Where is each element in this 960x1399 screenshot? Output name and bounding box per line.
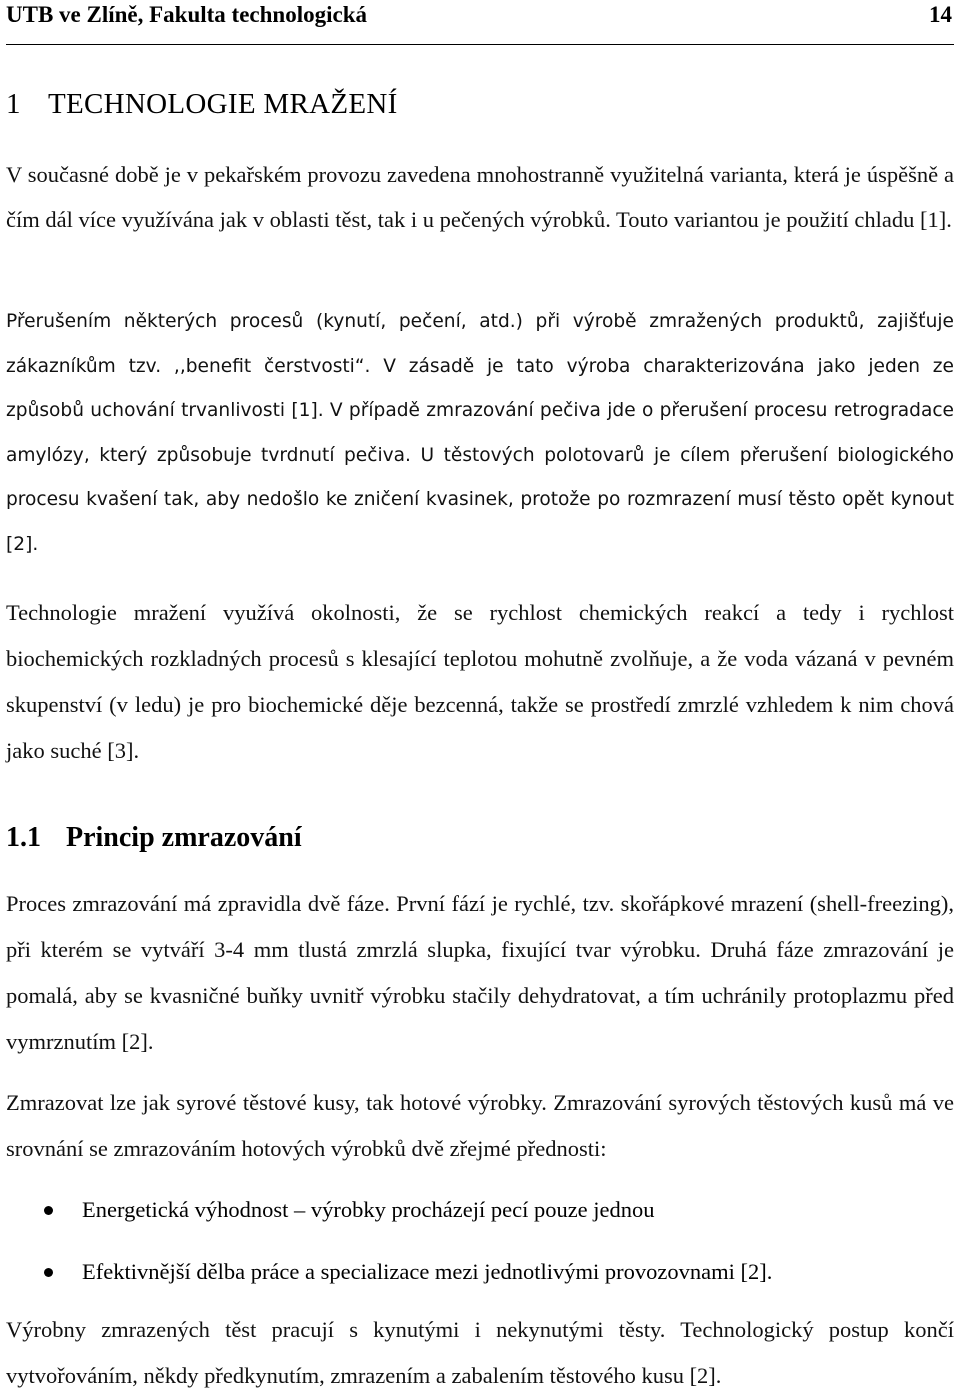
list-item-text: Efektivnější dělba práce a specializace mezi jednotlivými provozovnami [2]. — [82, 1259, 773, 1284]
header-page-number: 14 — [929, 2, 952, 27]
paragraph-technology: Technologie mražení využívá okolnosti, že se rychlost chemických reakcí a tedy i rychlost biochemických rozkladných procesů s klesající teplotou mohutně zvolňuje, a že voda vázaná v pevném skupenství (v ledu) je pro biochemické děje bezcenná, takže se prostředí zmrzlé vzhledem k nim chová jako suché [3]. — [6, 600, 954, 763]
list-item — [6, 1241, 954, 1303]
header-institution: UTB ve Zlíně, Fakulta technologická — [6, 2, 367, 27]
section-title: Princip zmrazování — [66, 822, 302, 853]
bullet-icon — [44, 1206, 53, 1215]
bullet-icon — [44, 1268, 53, 1277]
section-heading — [6, 822, 302, 854]
advantages-list — [6, 1179, 954, 1303]
chapter-title: TECHNOLOGIE MRAŽENÍ — [48, 88, 398, 120]
section-number: 1.1 — [6, 822, 41, 853]
list-item-text: Energetická výhodnost – výrobky procházejí pecí pouze jednou — [82, 1197, 655, 1222]
paragraph-freshness: Přerušením některých procesů (kynutí, pečení, atd.) při výrobě zmražených produktů, zajišťuje zákazníkům tzv. ,,benefit čerstvosti“. V zásadě je tato výroba charakterizována jako jeden ze způsobů uchování trvanlivosti [1]. V případě zmrazování pečiva jde o přerušení procesu retrogradace amylózy, který způsobuje tvrdnutí pečiva. U těstových polotovarů je cílem přerušení biologického procesu kvašení tak, aby nedošlo ke zničení kvasinek, protože po rozmrazení musí těsto opět kynout [2]. — [6, 311, 954, 555]
paragraph-production: Výrobny zmrazených těst pracují s kynutými i nekynutými těsty. Technologický postup končí vytvořováním, někdy předkynutím, zmrazením a zabalením těstového kusu [2]. — [6, 1317, 954, 1388]
paragraph-intro: V současné době je v pekařském provozu zavedena mnohostranně využitelná varianta, která je úspěšně a čím dál více využívána jak v oblasti těst, tak i u pečených výrobků. Touto variantou je použití chladu [1]. — [6, 162, 954, 232]
paragraph-phases: Proces zmrazování má zpravidla dvě fáze. První fází je rychlé, tzv. skořápkové mrazení (shell-freezing), při kterém se vytváří 3-4 mm tlustá zmrzlá slupka, fixující tvar výrobku. Druhá fáze zmrazování je pomalá, aby se kvasničné buňky uvnitř výrobku stačily dehydratovat, a tím uchránily protoplazmu před vymrznutím [2]. — [6, 891, 954, 1054]
list-item — [6, 1179, 954, 1241]
running-header — [6, 0, 954, 45]
chapter-number: 1 — [6, 88, 21, 120]
chapter-heading — [6, 88, 398, 121]
paragraph-advantages: Zmrazovat lze jak syrové těstové kusy, tak hotové výrobky. Zmrazování syrových těstových kusů má ve srovnání se zmrazováním hotových výrobků dvě zřejmé přednosti: — [6, 1090, 954, 1161]
